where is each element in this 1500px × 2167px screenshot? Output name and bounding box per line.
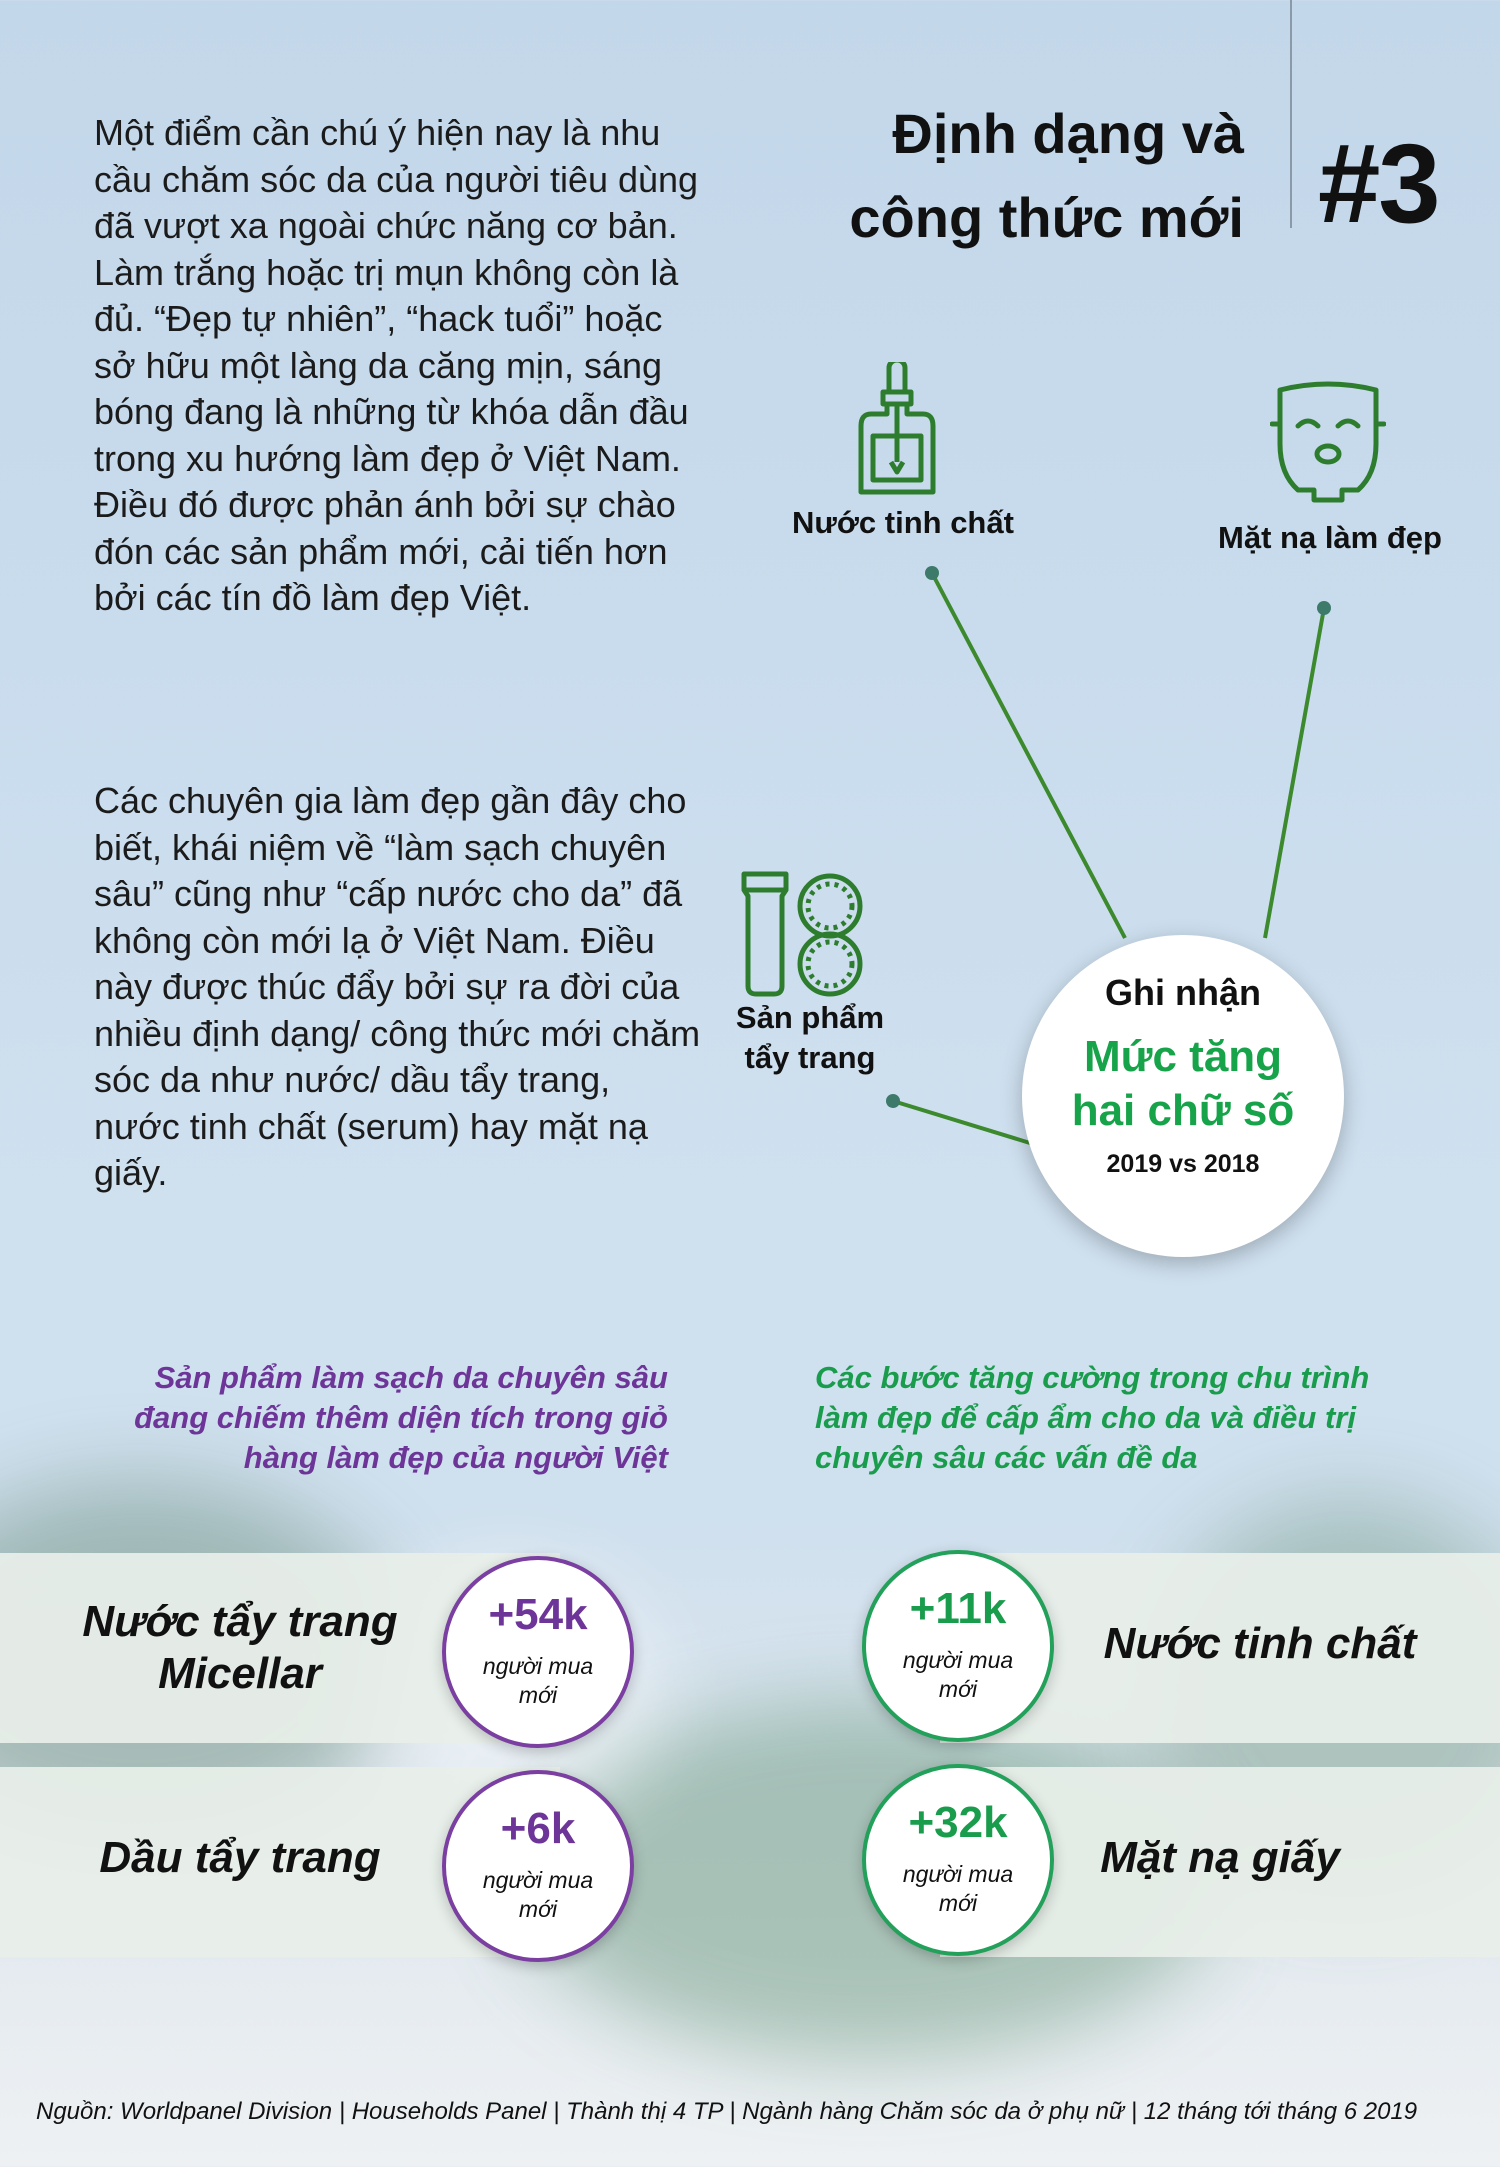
remover-label-line2: tẩy trang <box>744 1040 876 1075</box>
left-item-2-caption <box>466 1866 610 1924</box>
right-item-1-caption-line1: người mua <box>902 1647 1014 1673</box>
left-item-2-name: Dầu tẩy trang <box>99 1833 381 1882</box>
intro-paragraph-2: Các chuyên gia làm đẹp gần đây cho biết, khái niệm về “làm sạch chuyên sâu” cũng như “cấp nước cho da” đã không còn mới lạ ở Việt Nam. Điều này được thúc đẩy bởi sự ra đời của nhiều định dạng/ công thức mới chăm sóc da như nước/ dầu tẩy trang, nước tinh chất (serum) hay mặt nạ giấy. <box>94 780 701 1193</box>
remover-label-line1: Sản phẩm <box>735 1000 885 1035</box>
right-item-1-name: Nước tinh chất <box>1103 1619 1417 1668</box>
right-subheading-line2: làm đẹp để cấp ẩm cho da và điều trị <box>815 1400 1356 1435</box>
right-item-2-caption <box>886 1860 1030 1918</box>
left-item-1-caption <box>466 1652 610 1710</box>
section-number: #3 <box>1318 121 1439 246</box>
page-title-line2: công thức mới <box>849 186 1244 249</box>
right-subheading-line1: Các bước tăng cường trong chu trình <box>815 1360 1370 1395</box>
right-subheading-line3: chuyên sâu các vấn đề da <box>815 1440 1198 1475</box>
connector-remover <box>893 1101 1030 1143</box>
left-item-2-value: +6k <box>500 1804 576 1853</box>
left-item-2-caption-line1: người mua <box>482 1867 594 1893</box>
connector-dot-mask <box>1317 601 1331 615</box>
connector-dot-serum <box>925 566 939 580</box>
right-item-2-caption-line1: người mua <box>902 1861 1014 1887</box>
left-item-1-stat <box>442 1556 634 1748</box>
connector-dot-remover <box>886 1094 900 1108</box>
growth-circle-period: 2019 vs 2018 <box>1106 1150 1260 1178</box>
left-subheading <box>134 1358 668 1478</box>
serum-dropper-bottle-icon <box>855 362 939 500</box>
right-item-1-caption-line2: mới <box>938 1676 978 1702</box>
left-item-1-name-line2: Micellar <box>158 1649 322 1698</box>
left-subheading-line2: đang chiếm thêm diện tích trong giỏ <box>134 1400 668 1435</box>
remover-label <box>700 998 920 1078</box>
left-subheading-line1: Sản phẩm làm sạch da chuyên sâu <box>154 1360 668 1395</box>
intro-paragraph-1: Một điểm cần chú ý hiện nay là nhu cầu chăm sóc da của người tiêu dùng đã vượt xa ngoài chức năng cơ bản. Làm trắng hoặc trị mụn không còn là đủ. “Đẹp tự nhiên”, “hack tuổi” hoặc sở hữu một làng da căng mịn, sáng bóng đang là những từ khóa dẫn đầu trong xu hướng làm đẹp ở Việt Nam. Điều đó được phản ánh bởi sự chào đón các sản phẩm mới, cải tiến hơn bởi các tín đồ làm đẹp Việt. <box>94 112 699 618</box>
growth-circle-main <box>1022 1030 1344 1138</box>
right-item-1-stat <box>862 1550 1054 1742</box>
left-item-1-caption-line1: người mua <box>482 1653 594 1679</box>
connector-mask <box>1265 608 1324 938</box>
right-item-2-stat <box>862 1764 1054 1956</box>
right-item-2-value: +32k <box>908 1798 1008 1847</box>
right-item-2-name: Mặt nạ giấy <box>1100 1833 1340 1882</box>
growth-circle-main-line2: hai chữ số <box>1071 1086 1295 1135</box>
mask-label: Mặt nạ làm đẹp <box>1218 520 1442 555</box>
growth-highlight-circle <box>1022 935 1344 1257</box>
right-item-1-value: +11k <box>909 1584 1007 1633</box>
face-mask-icon <box>1270 380 1386 505</box>
left-item-2-caption-line2: mới <box>518 1896 558 1922</box>
left-subheading-line3: hàng làm đẹp của người Việt <box>243 1440 668 1475</box>
cleanser-tube-cotton-pads-icon <box>738 870 864 998</box>
left-item-1-value: +54k <box>488 1590 588 1639</box>
right-subheading <box>815 1358 1369 1478</box>
left-item-1-name-line1: Nước tẩy trang <box>82 1597 398 1646</box>
right-item-2-caption-line2: mới <box>938 1890 978 1916</box>
left-item-2-stat <box>442 1770 634 1962</box>
serum-label: Nước tinh chất <box>792 505 1014 540</box>
connector-serum <box>932 573 1125 938</box>
growth-circle-main-line1: Mức tăng <box>1083 1032 1283 1081</box>
left-item-1-name <box>40 1596 440 1700</box>
right-item-1-caption <box>886 1646 1030 1704</box>
page-title-line1: Định dạng và <box>892 102 1244 165</box>
growth-circle-title: Ghi nhận <box>1105 972 1261 1013</box>
left-item-1-caption-line2: mới <box>518 1682 558 1708</box>
source-footnote: Nguồn: Worldpanel Division | Households Panel | Thành thị 4 TP | Ngành hàng Chăm sóc da ở phụ nữ | 12 tháng tới tháng 6 2019 <box>36 2098 1418 2125</box>
